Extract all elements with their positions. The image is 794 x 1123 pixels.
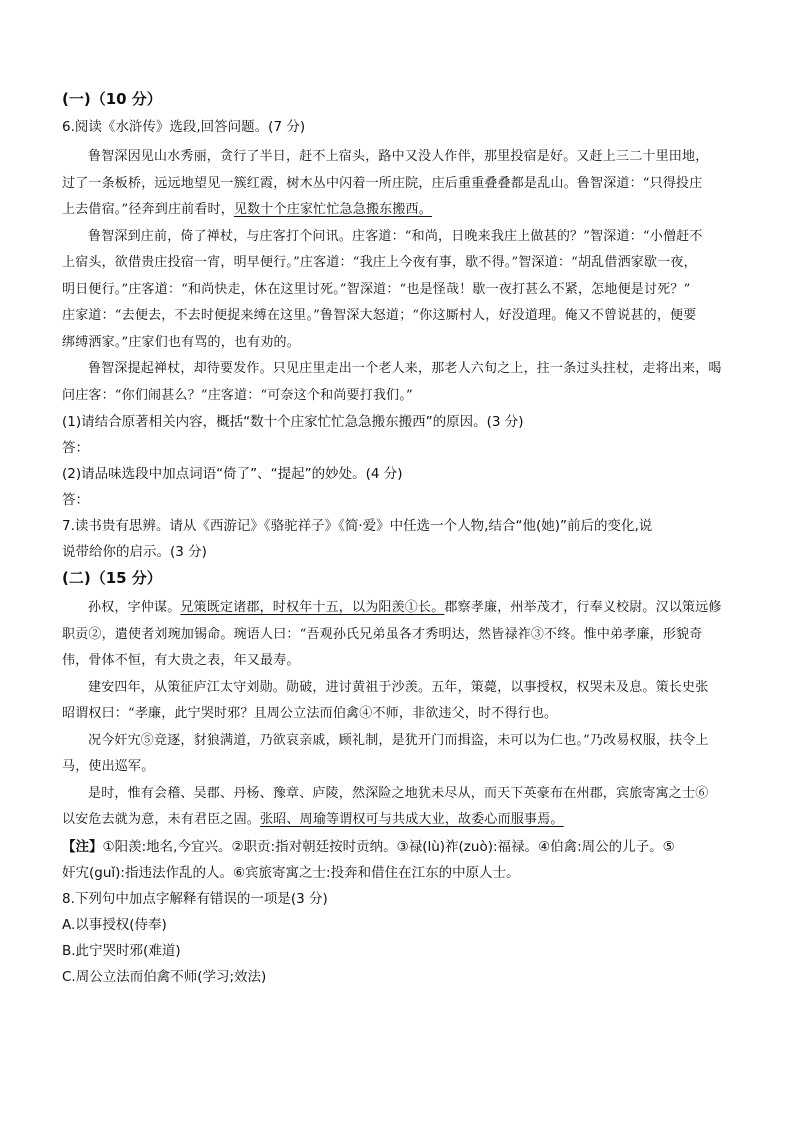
- option-c: C.周公立法而伯禽不师(学习;效法): [62, 968, 267, 985]
- passage-line: 昭谓权曰：“孝廉，此宁哭时邪？且周公立法而伯禽④不师，非欲违父，时不得行也。: [62, 706, 558, 721]
- passage-text: 孙权，字仲谋。: [88, 600, 181, 615]
- question-8: 8.下列句中加点字解释有错误的一项是(3 分): [62, 890, 328, 907]
- passage-line: 明日便行。”庄客道：“和尚快走，休在这里讨死。”智深道：“也是怪哉！歇一夜打甚么不紧，怎地便是讨死？”: [62, 281, 691, 297]
- annotation-text: ①阳羡:地名,今宜兴。②职贡:指对朝廷按时贡纳。③禄(lù)祚(zuò):福禄。④伯禽:周公的儿子。⑤: [102, 838, 675, 855]
- option-b: B.此宁哭时邪(难道): [62, 942, 181, 959]
- passage-line: 职贡②，遣使者刘琬加锡命。琬语人曰：“吾观孙氏兄弟虽各才秀明达，然皆禄祚③不终。惟中弟孝廉，形貌奇: [62, 626, 703, 642]
- passage-line: 鲁智深提起禅杖，却待要发作。只见庄里走出一个老人来，那老人六旬之上，拄一条过头拄杖，走将出来，喝: [88, 361, 722, 376]
- exam-page: [62, 86, 732, 990]
- passage-sunquan: [62, 595, 732, 834]
- passage-text: 郡察孝廉，州举茂才，行奉义校尉。汉以策远修: [444, 600, 722, 615]
- question-6: 6.阅读《水浒传》选段,回答问题。(7 分): [62, 119, 306, 135]
- section-two-title: (二)（15 分）: [62, 569, 162, 587]
- question-7-cont: 说带给你的启示。(3 分): [62, 544, 207, 560]
- passage-line: 鲁智深因见山水秀丽，贪行了半日，赶不上宿头，路中又没人作伴，那里投宿是好。又赶上三二十里田地，: [88, 149, 709, 164]
- question-7: 7.读书贵有思辨。请从《西游记》《骆驼祥子》《简·爱》中任选一个人物,结合“他(她)”前后的变化,说: [62, 518, 653, 534]
- passage-line: 是时，惟有会稽、吴郡、丹杨、豫章、庐陵，然深险之地犹未尽从，而天下英豪布在州郡，宾旅寄寓之士⑥: [88, 785, 709, 801]
- passage-line: [62, 595, 732, 622]
- passage-line: 况今奸宄⑤竞逐，豺狼满道，乃欲哀亲戚，顾礼制，是犹开门而揖盗，未可以为仁也。”乃改易权服，扶令上: [88, 732, 709, 748]
- annotation-tag: 【注】: [62, 838, 103, 855]
- passage-line: 问庄客：“你们闹甚么？”庄客道：“可奈这个和尚要打我们。”: [62, 387, 413, 403]
- passage-line: 鲁智深到庄前，倚了禅杖，与庄客打个问讯。庄客道：“和尚，日晚来我庄上做甚的？”智深道：“小僧赶不: [88, 228, 703, 244]
- annotation-line: 奸宄(guǐ):指违法作乱的人。⑥宾旅寄寓之士:投奔和借住在江东的中原人士。: [62, 864, 520, 881]
- passage-text: 上去借宿。”径奔到庄前看时，: [62, 202, 234, 217]
- question-6-1: (1)请结合原著相关内容，概括“数十个庄家忙忙急急搬东搬西”的原因。(3 分): [62, 414, 524, 430]
- passage-line: [62, 197, 732, 224]
- underlined-sentence: 兄策既定诸郡，时权年十五，以为阳羡①长。: [180, 600, 445, 615]
- underlined-sentence: 见数十个庄家忙忙急急搬东搬西。: [233, 202, 432, 217]
- question-6-2: (2)请品味选段中加点词语“倚了”、“提起”的妙处。(4 分): [62, 466, 403, 482]
- passage-line: 建安四年，从策征庐江太守刘勋。勋破，进讨黄祖于沙羡。五年，策薨，以事授权，权哭未及息。策长史张: [88, 679, 709, 695]
- passage-line: 上宿头，欲借贵庄投宿一宵，明早便行。”庄客道：“我庄上今夜有事，歇不得。”智深道：“胡乱借洒家歇一夜，: [62, 255, 697, 270]
- passage-line: 马，使出巡军。: [62, 759, 155, 774]
- section-one-title: (一)（10 分）: [62, 90, 162, 108]
- passage-line: 庄家道：“去便去，不去时便捉来缚在这里。”鲁智深大怒道；“你这厮村人，好没道理。俺又不曾说甚的，便要: [62, 308, 697, 323]
- underlined-sentence: 张昭、周瑜等谓权可与共成大业，故委心而服事焉。: [260, 812, 564, 827]
- passage-text: 以安危去就为意，未有君臣之固。: [62, 812, 261, 827]
- passage-shuihu: [62, 144, 732, 409]
- answer-label-1: 答：: [62, 440, 89, 456]
- option-a: A.以事授权(侍奉): [62, 916, 167, 933]
- passage-line: [62, 807, 732, 834]
- passage-line: 过了一条板桥，远远地望见一簇红霞，树木丛中闪着一所庄院，庄后重重叠叠都是乱山。鲁智深道：“只得投庄: [62, 175, 703, 191]
- answer-label-2: 答：: [62, 492, 89, 508]
- passage-line: 绑缚洒家。”庄家们也有骂的，也有劝的。: [62, 334, 300, 350]
- annotation-line: [62, 834, 732, 860]
- passage-line: 伟，骨体不恒，有大贵之表，年又最寿。: [62, 653, 300, 668]
